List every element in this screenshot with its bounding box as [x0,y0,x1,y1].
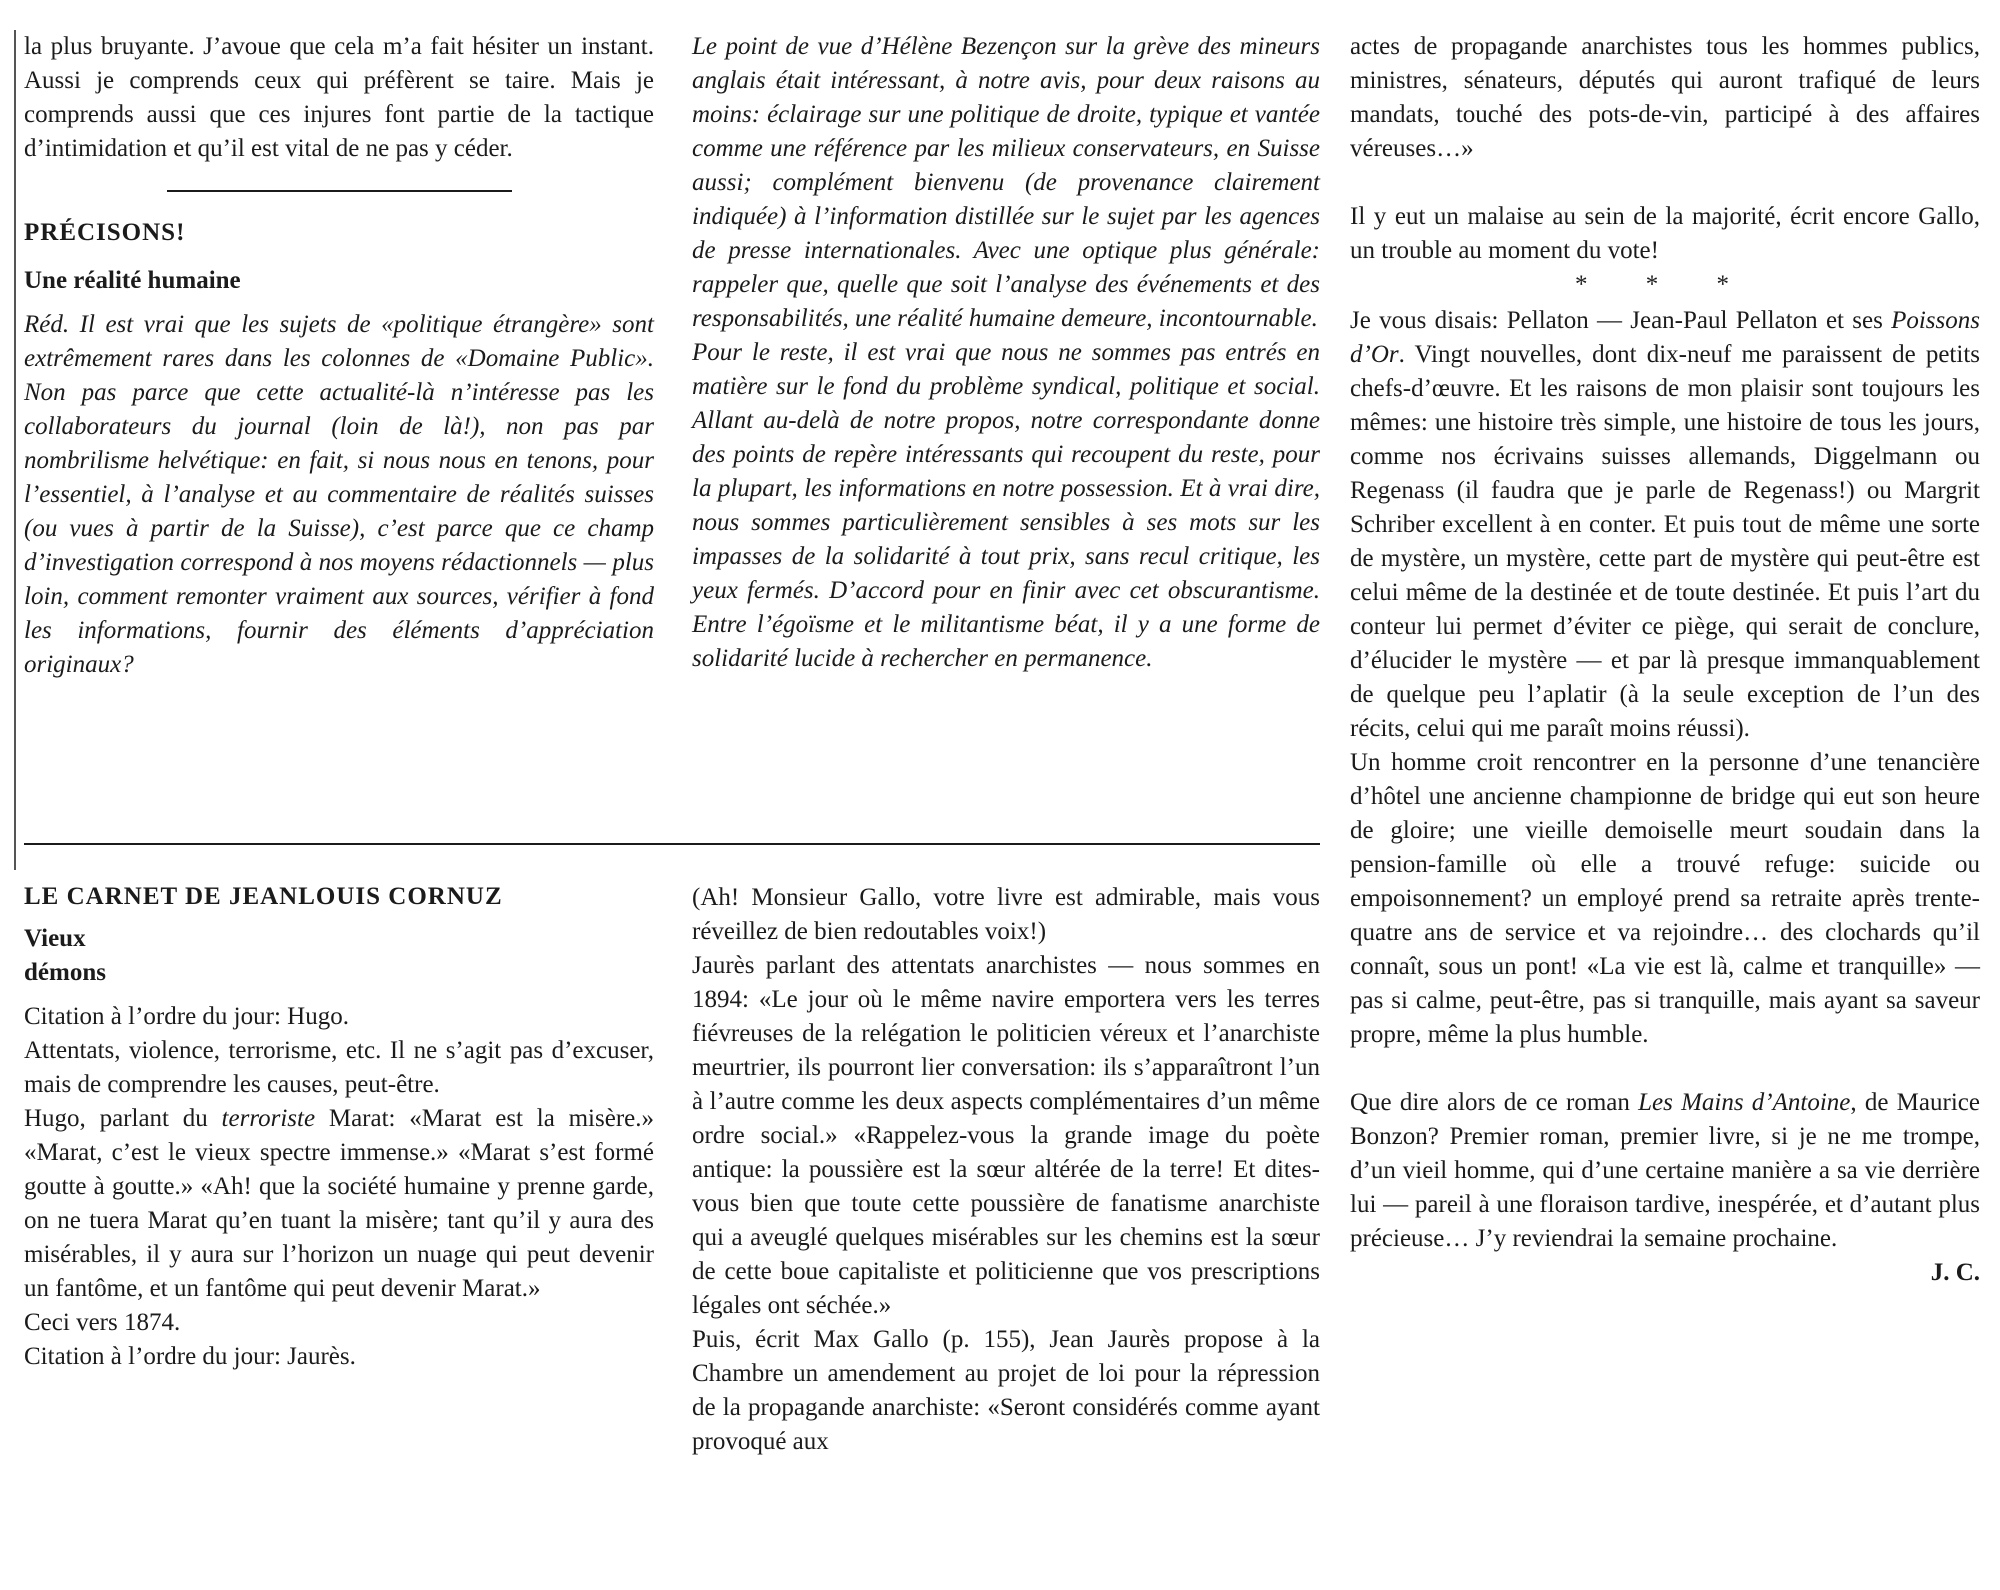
carnet-paragraph: Il y eut un malaise au sein de la majorité, écrit encore Gallo, un trouble au moment du vote! [1350,203,1980,264]
carnet-paragraph: Un homme croit rencontrer en la personne d’une tenancière d’hôtel une ancienne championne de bridge qui eut son heure de gloire; une vieille demoiselle meurt soudain dans la pension-famille où elle a trouvé refuge: suicide ou empoisonnement? un employé prend sa retraite après trente-quatre ans de service et va rejoindre… des clochards qu’il connaît, sous un pont! «La vie est là, calme et tranquille» — pas si calme, peut-être, pas si tranquille, mais ayant sa saveur propre, même la plus humble. [1350,749,1980,1048]
section-stars: * * * [1575,271,1755,298]
carnet-paragraph: Je vous disais: Pellaton — Jean-Paul Pellaton et ses Poissons d’Or. Vingt nouvelles, dont dix-neuf me paraissent de petits chefs-d’œuvre. Et les raisons de mon plaisir sont toujours les mêmes: une histoire très simple, une histoire de tous les jours, comme nos écrivains suisses allemands, Diggelmann ou Regenass (il faudra que je parle de Regenass!) ou Margrit Schriber excellent à en conter. Et puis tout de même une sorte de mystère, un mystère, cette part de mystère qui peut-être est celui même de la destinée et de toute destinée. Et puis l’art du conteur lui permet d’éviter ce piège, qui serait de conclure, d’élucider le mystère — et par là presque immanquablement de quelque peu l’aplatir (à la seule exception de l’un des récits, celui qui me paraît moins réussi). [1350,307,1980,742]
carnet-paragraph: actes de propagande anarchistes tous les hommes publics, ministres, sénateurs, députés qui auront trafiqué de leurs mandats, touché des pots-de-vin, participé à des affaires véreuses…» [1350,33,1980,162]
previous-article-ending: la plus bruyante. J’avoue que cela m’a fait hésiter un instant. Aussi je comprends ceux qui préfèrent se taire. Mais je comprends aussi que ces injures font partie de la tactique d’intimidation et qu’il est vital de ne pas y céder. [24,33,654,162]
carnet-middle-column [692,881,1320,1459]
precisions-body-part3: Pour le reste, il est vrai que nous ne sommes pas entrés en matière sur le fond du problème syndical, politique et social. Allant au-delà de notre propos, notre correspondante donne des points de repère intéressants qui recoupent du reste, pour la plupart, les informations en notre possession. Et à vrai dire, nous sommes particulièrement sensibles à ses mots sur les impasses de la solidarité à tout prix, sans recul critique, les yeux fermés. D’accord pour en finir avec cet obscurantisme. Entre l’égoïsme et le militantisme béat, il y a une forme de solidarité lucide à rechercher en permanence. [692,339,1320,672]
carnet-title-line2: démons [24,959,106,986]
carnet-paragraph: Puis, écrit Max Gallo (p. 155), Jean Jaurès propose à la Chambre un amendement au projet de loi pour la répression de la propagande anarchiste: «Seront considérés comme ayant provoqué aux [692,1326,1320,1455]
section-rule [24,843,1320,845]
precisions-kicker: PRÉCISONS! [24,219,186,246]
carnet-paragraph: Hugo, parlant du terroriste Marat: «Marat est la misère.» «Marat, c’est le vieux spectre immense.» «Marat s’est formé goutte à goutte.» «Ah! que la société humaine y prenne garde, on ne tuera Marat qu’en tuant la misère; tant qu’il y aura des misérables, il y aura sur l’horizon un nuage qui peut devenir un fantôme, et un fantôme qui peut devenir Marat.» [24,1105,654,1302]
carnet-right-column [1350,30,1980,1290]
carnet-paragraph: Ceci vers 1874. [24,1309,181,1336]
carnet-kicker: LE CARNET DE JEANLOUIS CORNUZ [24,883,503,910]
carnet-title-line1: Vieux [24,925,86,952]
precisions-title: Une réalité humaine [24,267,241,294]
top-left-column [24,30,654,682]
top-middle-column [692,30,1320,676]
carnet-left-column [24,880,654,1374]
carnet-paragraph: Citation à l’ordre du jour: Hugo. [24,1003,349,1030]
author-signature: J. C. [1930,1259,1980,1286]
carnet-paragraph: (Ah! Monsieur Gallo, votre livre est admirable, mais vous réveillez de bien redoutables voix!) [692,884,1320,945]
carnet-paragraph: Citation à l’ordre du jour: Jaurès. [24,1343,356,1370]
left-margin-line [14,30,16,870]
carnet-paragraph: Que dire alors de ce roman Les Mains d’Antoine, de Maurice Bonzon? Premier roman, premier livre, si je ne me trompe, d’un vieil homme, qui d’une certaine manière a sa vie derrière lui — pareil à une floraison tardive, inespérée, et d’autant plus précieuse… J’y reviendrai la semaine prochaine. [1350,1089,1980,1252]
section-divider [167,190,512,192]
precisions-body-part1: Réd. Il est vrai que les sujets de «politique étrangère» sont extrêmement rares dans les colonnes de «Domaine Public». Non pas parce que cette actualité-là n’intéresse pas les collaborateurs du journal (loin de là!), non pas par nombrilisme helvétique: en fait, si nous nous en tenons, pour l’essentiel, à l’analyse et au commentaire de réalités suisses (ou vues à partir de la Suisse), c’est parce que ce champ d’investigation correspond à nos moyens rédactionnels — plus loin, comment remonter vraiment aux sources, vérifier à fond les informations, fournir des éléments d’appréciation originaux? [24,311,654,678]
precisions-body-part2: Le point de vue d’Hélène Bezençon sur la grève des mineurs anglais était intéressant, à notre avis, pour deux raisons au moins: éclairage sur une politique de droite, typique et vantée comme une référence par les milieux conservateurs, en Suisse aussi; complément bienvenu (de provenance clairement indiquée) à l’information distillée sur le sujet par les agences de presse internationales. Avec une optique plus générale: rappeler que, quelle que soit l’analyse des événements et des responsabilités, une réalité humaine demeure, incontournable. [692,33,1320,332]
carnet-paragraph: Attentats, violence, terrorisme, etc. Il ne s’agit pas d’excuser, mais de comprendre les causes, peut-être. [24,1037,654,1098]
carnet-paragraph: Jaurès parlant des attentats anarchistes — nous sommes en 1894: «Le jour où le même navire emportera vers les terres fiévreuses de la relégation le politicien véreux et l’anarchiste meurtrier, ils pourront lier conversation: ils s’apparaîtront l’un à l’autre comme les deux aspects complémentaires d’un même ordre social.» «Rappelez-vous la grande image du poète antique: la poussière est la sœur altérée de la terre! Et dites-vous bien que toute cette poussière de fanatisme anarchiste qui a aveuglé quelques misérables sur les chemins est la sœur de cette boue capitaliste et politicienne que vos prescriptions légales ont séchée.» [692,952,1320,1319]
